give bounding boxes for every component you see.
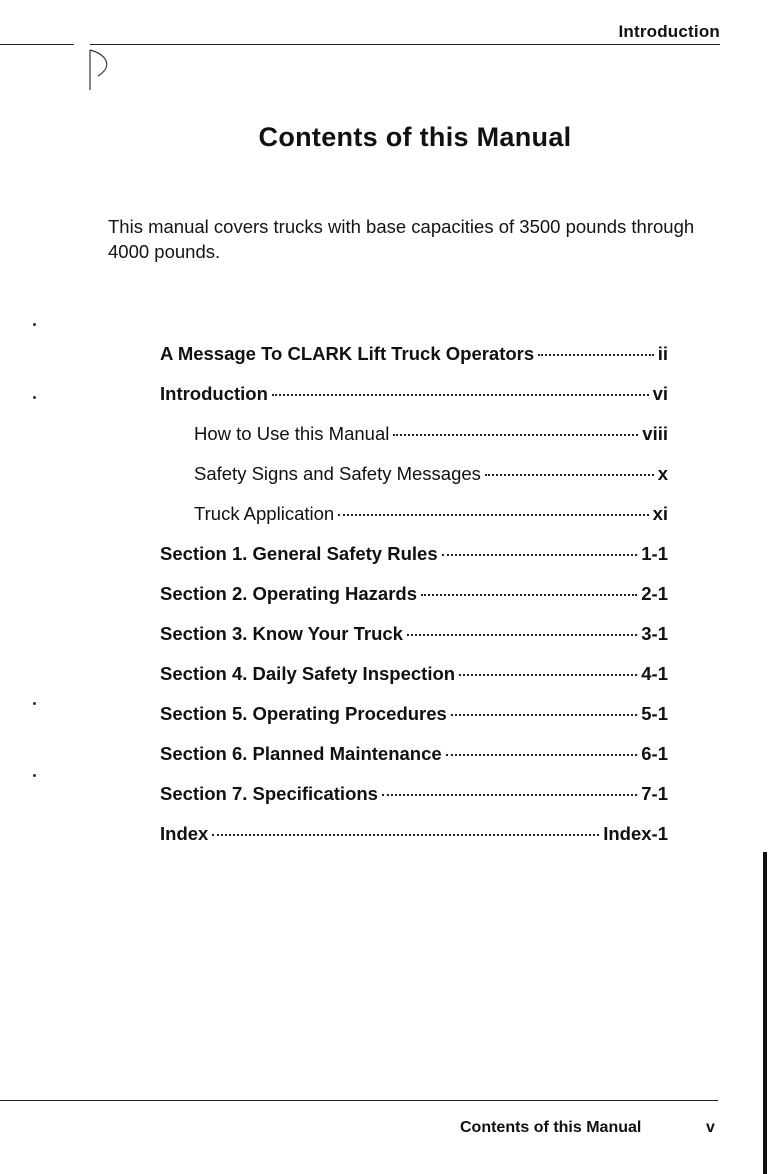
toc-entry-section-7[interactable]: [160, 783, 668, 823]
toc-entry-section-6[interactable]: [160, 743, 668, 783]
dot-leader: [272, 394, 649, 396]
dot-leader: [459, 674, 637, 676]
dot-leader: [421, 594, 637, 596]
toc-entry-section-3[interactable]: [160, 623, 668, 663]
toc-entry-page: Index-1: [603, 823, 668, 844]
toc-entry-page: 4-1: [641, 663, 668, 684]
toc-entry-label: Section 4. Daily Safety Inspection: [160, 663, 456, 684]
toc-entry-safety-signs[interactable]: [160, 463, 668, 503]
dot-leader: [338, 514, 648, 516]
scan-speck: [33, 702, 36, 705]
binding-edge: [763, 852, 767, 1174]
toc-entry-page: 2-1: [641, 583, 668, 604]
scan-speck: [33, 774, 36, 777]
toc-entry-page: 5-1: [641, 703, 668, 724]
page-title: Contents of this Manual: [258, 122, 572, 152]
dot-leader: [382, 794, 637, 796]
toc-entry-truck-application[interactable]: [160, 503, 668, 543]
toc-entry-how-to-use[interactable]: [160, 423, 668, 463]
toc-entry-label: Introduction: [160, 383, 268, 404]
toc-entry-label: Truck Application: [194, 503, 335, 524]
dot-leader: [442, 554, 638, 556]
header-tab-mark: [84, 46, 120, 92]
scan-speck: [33, 396, 36, 399]
toc-entry-section-4[interactable]: [160, 663, 668, 703]
toc-entry-page: 1-1: [641, 543, 668, 564]
header-rule-left: [0, 44, 74, 45]
dot-leader: [538, 354, 654, 356]
dot-leader: [212, 834, 599, 836]
toc-entry-label: Section 2. Operating Hazards: [160, 583, 418, 604]
toc-entry-label: Section 1. General Safety Rules: [160, 543, 438, 564]
dot-leader: [485, 474, 654, 476]
toc-entry-label: Section 7. Specifications: [160, 783, 378, 804]
toc-entry-label: A Message To CLARK Lift Truck Operators: [160, 343, 535, 364]
toc-entry-label: Section 6. Planned Maintenance: [160, 743, 442, 764]
table-of-contents: [160, 343, 668, 863]
toc-entry-label: Safety Signs and Safety Messages: [194, 463, 481, 484]
scan-speck: [33, 323, 36, 326]
running-footer: Contents of this Manual: [460, 1119, 642, 1136]
toc-entry-page: vi: [652, 383, 668, 404]
dot-leader: [407, 634, 637, 636]
header-rule: [90, 44, 720, 45]
page-number: v: [706, 1119, 715, 1136]
toc-entry-page: xi: [652, 503, 668, 524]
toc-entry-page: 3-1: [641, 623, 668, 644]
intro-paragraph: This manual covers trucks with base capacities of 3500 pounds through 4000 pounds.: [108, 216, 695, 262]
toc-entry-section-1[interactable]: [160, 543, 668, 583]
toc-entry-section-2[interactable]: [160, 583, 668, 623]
dot-leader: [451, 714, 637, 716]
toc-entry-page: 6-1: [641, 743, 668, 764]
toc-entry-label: Section 3. Know Your Truck: [160, 623, 403, 644]
footer-rule: [0, 1100, 718, 1101]
toc-entry-introduction[interactable]: [160, 383, 668, 423]
dot-leader: [446, 754, 638, 756]
toc-entry-label: Section 5. Operating Procedures: [160, 703, 447, 724]
toc-entry-page: x: [657, 463, 668, 484]
toc-entry-message-to-operators[interactable]: [160, 343, 668, 383]
running-header: Introduction: [618, 22, 720, 41]
toc-entry-index[interactable]: [160, 823, 668, 863]
toc-entry-section-5[interactable]: [160, 703, 668, 743]
toc-entry-page: ii: [657, 343, 668, 364]
toc-entry-label: How to Use this Manual: [194, 423, 390, 444]
toc-entry-page: 7-1: [641, 783, 668, 804]
toc-entry-label: Index: [160, 823, 209, 844]
toc-entry-page: viii: [642, 423, 668, 444]
dot-leader: [393, 434, 638, 436]
